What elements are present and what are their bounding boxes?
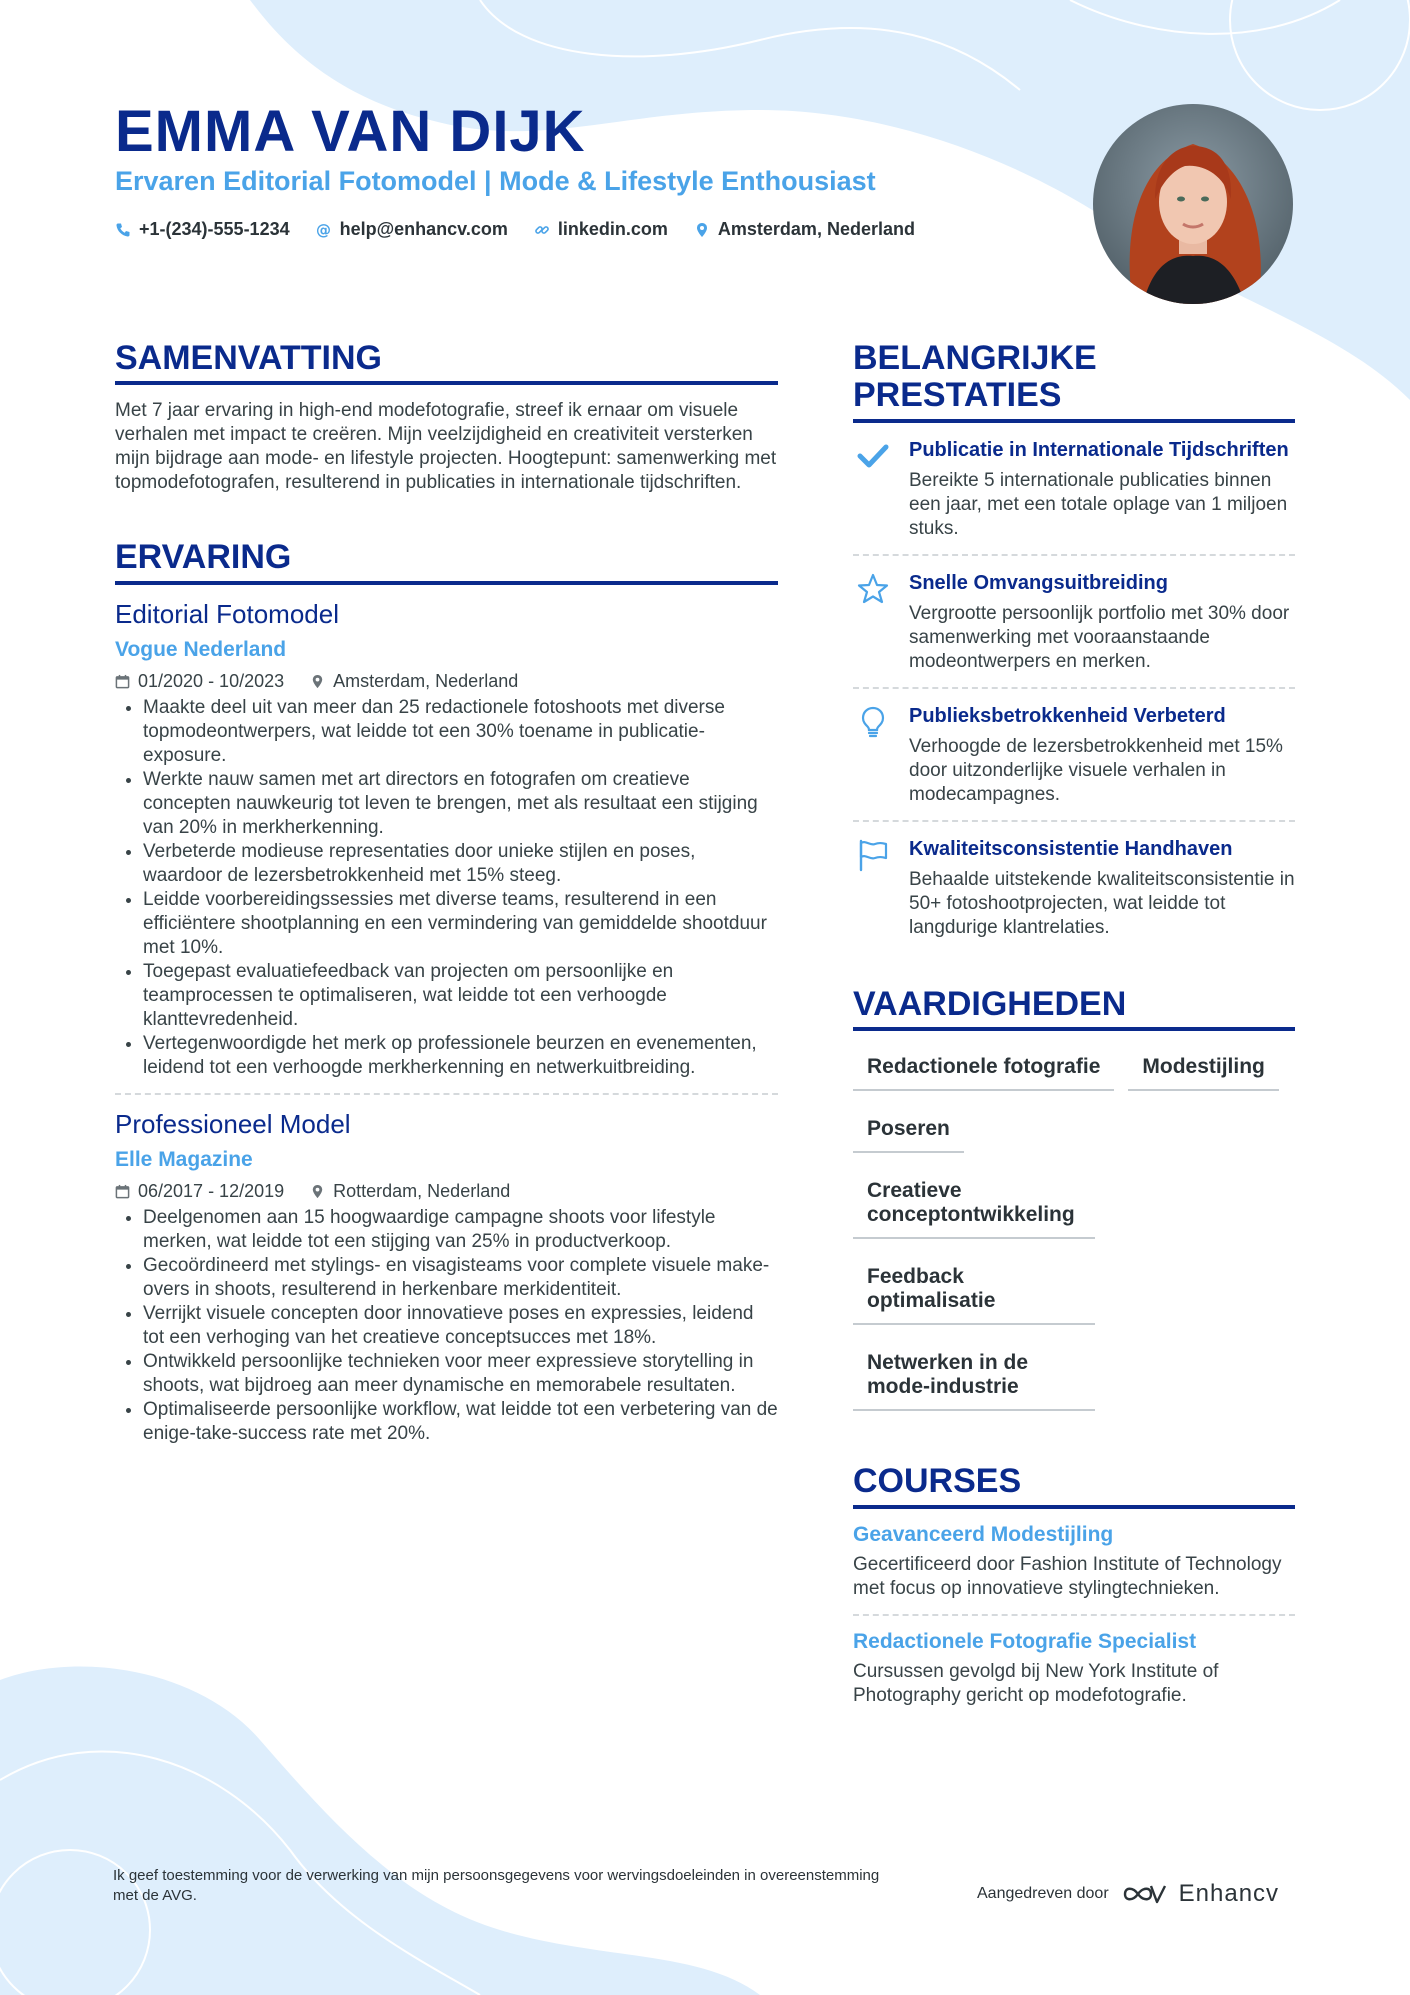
contact-bar [115, 219, 915, 240]
job-meta [115, 1181, 778, 1202]
summary-section [115, 340, 778, 495]
course-item [853, 1630, 1295, 1708]
job-meta [115, 671, 778, 692]
achievement-desc: Vergrootte persoonlijk portfolio met 30% door samenwerking met vooraanstaande modeontwerpers en merken. [909, 602, 1290, 672]
job-bullet: • Optimaliseerde persoonlijke workflow, wat leidde tot een verbetering van de enige-take-success rate met 20%. [143, 1398, 778, 1446]
contact-phone[interactable] [115, 219, 290, 240]
course-desc: Gecertificeerd door Fashion Institute of Technology met focus op innovatieve stylingtechnieken. [853, 1553, 1282, 1599]
courses-section [853, 1463, 1295, 1707]
achievements-heading: BELANGRIJKE PRESTATIES [853, 340, 1295, 423]
svg-text:@: @ [315, 221, 331, 238]
linkedin-text: linkedin.com [557, 219, 668, 239]
contact-linkedin[interactable] [534, 219, 668, 240]
candidate-name: EMMA VAN DIJK [115, 99, 586, 164]
job-location [310, 1181, 510, 1202]
profile-photo [1093, 104, 1293, 304]
job-company: Vogue Nederland [115, 637, 287, 661]
course-item [853, 1523, 1295, 1601]
course-desc: Cursussen gevolgd bij New York Institute of Photography gericht op modefotografie. [853, 1660, 1219, 1706]
skill-tag: Modestijling [1128, 1041, 1279, 1091]
job-bullet: • Deelgenomen aan 15 hoogwaardige campagne shoots voor lifestyle merken, wat leidde tot een stijging van 25% in productverkoop. [143, 1206, 778, 1254]
skill-tag: Poseren [853, 1103, 964, 1153]
achievements-section [853, 340, 1295, 940]
location-text: Amsterdam, Nederland [717, 219, 915, 239]
job-bullet: • Toegepast evaluatiefeedback van projecten om persoonlijke en teamprocessen te optimaliseren, wat leidde tot een verhoogde klanttevredenheid. [143, 960, 778, 1032]
phone-text: +1-(234)-555-1234 [139, 219, 290, 239]
enhancv-brand: Enhancv [1178, 1880, 1280, 1907]
divider [853, 820, 1295, 822]
contact-location [694, 219, 915, 240]
location-pin-icon [310, 674, 325, 689]
summary-heading: SAMENVATTING [115, 340, 778, 385]
achievement-title: Kwaliteitsconsistentie Handhaven [909, 837, 1233, 860]
job-dates [115, 671, 284, 692]
job-location [310, 671, 518, 692]
email-text: help@enhancv.com [339, 219, 508, 239]
job-bullet: • Gecoördineerd met stylings- en visagisteams voor complete visuele make-overs in shoots, resulterend in herkenbare merkidentiteit. [143, 1254, 778, 1302]
job-entry [115, 599, 778, 1080]
powered-by-label: Aangedreven door [977, 1885, 1109, 1902]
job-bullet: • Vertegenwoordigde het merk op professionele beurzen en evenementen, leidend tot een verhoogde merkherkenning en netwerkuitbreiding. [143, 1032, 778, 1080]
consent-footer: Ik geef toestemming voor de verwerking van mijn persoonsgegevens voor wervingsdoeleinden in overeenstemming met de AVG. [113, 1867, 880, 1904]
powered-by[interactable] [977, 1880, 1279, 1908]
at-icon [316, 222, 332, 238]
star-icon [856, 572, 890, 606]
candidate-headline: Ervaren Editorial Fotomodel | Mode & Lifestyle Enthousiast [115, 166, 876, 196]
job-dates-text: 01/2020 - 10/2023 [138, 670, 285, 691]
job-title: Professioneel Model [115, 1108, 351, 1139]
experience-heading: ERVARING [115, 539, 778, 584]
location-pin-icon [694, 222, 710, 238]
job-dates-text: 06/2017 - 12/2019 [138, 1180, 285, 1201]
calendar-icon [115, 674, 130, 689]
achievement-desc: Behaalde uitstekende kwaliteitsconsistentie in 50+ fotoshootprojecten, wat leidde tot langdurige klantrelaties. [909, 868, 1295, 938]
lightbulb-icon [856, 705, 890, 739]
job-title: Editorial Fotomodel [115, 598, 339, 629]
job-location-text: Rotterdam, Nederland [333, 1180, 511, 1201]
courses-heading: COURSES [853, 1463, 1295, 1508]
divider [853, 1614, 1295, 1616]
skills-heading: VAARDIGHEDEN [853, 986, 1295, 1031]
achievement-item [853, 703, 1295, 807]
left-column [115, 340, 778, 1446]
skill-tag: Feedback optimalisatie [853, 1251, 1095, 1325]
achievement-title: Publicatie in Internationale Tijdschriften [909, 438, 1289, 461]
skill-tag: Redactionele fotografie [853, 1041, 1114, 1091]
course-title: Geavanceerd Modestijling [853, 1522, 1114, 1546]
job-bullet: • Leidde voorbereidingssessies met diverse teams, resulterend in een efficiëntere shootplanning en een vermindering van gemiddelde shootduur met 10%. [143, 888, 778, 960]
achievement-desc: Bereikte 5 internationale publicaties binnen een jaar, met een totale oplage van 1 miljoen stuks. [909, 469, 1288, 539]
skills-section [853, 986, 1295, 1423]
job-bullet: • Werkte nauw samen met art directors en fotografen om creatieve concepten nauwkeurig tot leven te brengen, met als resultaat een stijging van 20% in merkherkenning. [143, 768, 778, 840]
link-icon [534, 222, 550, 238]
skill-tag: Netwerken in de mode-industrie [853, 1337, 1095, 1411]
job-bullet: • Verbeterde modieuse representaties door unieke stijlen en poses, waardoor de lezersbetrokkenheid met 15% steeg. [143, 840, 778, 888]
job-bullet: • Verrijkt visuele concepten door innovatieve poses en expressies, leidend tot een verhoging van het creatieve conceptsucces met 18%. [143, 1302, 778, 1350]
divider [853, 554, 1295, 556]
calendar-icon [115, 1184, 130, 1199]
phone-icon [115, 222, 131, 238]
summary-text: Met 7 jaar ervaring in high-end modefotografie, streef ik ernaar om visuele verhalen met impact te creëren. Mijn veelzijdigheid en creativiteit versterken mijn bijdrage aan mode- en lifestyle projecten. Hoogtepunt: samenwerking met topmodefotografen, resulterend in publicaties in internationale tijdschriften. [115, 400, 777, 494]
achievement-item [853, 437, 1295, 541]
achievement-item [853, 836, 1295, 940]
job-entry [115, 1109, 778, 1446]
achievement-item [853, 570, 1295, 674]
course-title: Redactionele Fotografie Specialist [853, 1629, 1197, 1653]
job-bullets [115, 696, 778, 1080]
job-bullets [115, 1206, 778, 1446]
job-dates [115, 1181, 284, 1202]
check-icon [856, 439, 890, 473]
flag-icon [856, 838, 890, 872]
right-column [853, 340, 1295, 1708]
skill-tag: Creatieve conceptontwikkeling [853, 1165, 1095, 1239]
job-company: Elle Magazine [115, 1147, 253, 1171]
job-location-text: Amsterdam, Nederland [333, 670, 519, 691]
contact-email[interactable] [316, 219, 508, 240]
experience-section [115, 539, 778, 1445]
skills-list [853, 1041, 1295, 1423]
job-bullet: • Maakte deel uit van meer dan 25 redactionele fotoshoots met diverse topmodeontwerpers, wat leidde tot een 30% toename in publicatie-exposure. [143, 696, 778, 768]
divider [115, 1093, 778, 1095]
achievement-title: Publieksbetrokkenheid Verbeterd [909, 704, 1226, 727]
location-pin-icon [310, 1184, 325, 1199]
achievement-desc: Verhoogde de lezersbetrokkenheid met 15% door uitzonderlijke visuele verhalen in modecampagnes. [909, 735, 1283, 805]
achievement-title: Snelle Omvangsuitbreiding [909, 571, 1168, 594]
enhancv-logo-icon [1121, 1882, 1167, 1906]
divider [853, 687, 1295, 689]
job-bullet: • Ontwikkeld persoonlijke technieken voor meer expressieve storytelling in shoots, wat bijdroeg aan meer dynamische en memorabele resultaten. [143, 1350, 778, 1398]
